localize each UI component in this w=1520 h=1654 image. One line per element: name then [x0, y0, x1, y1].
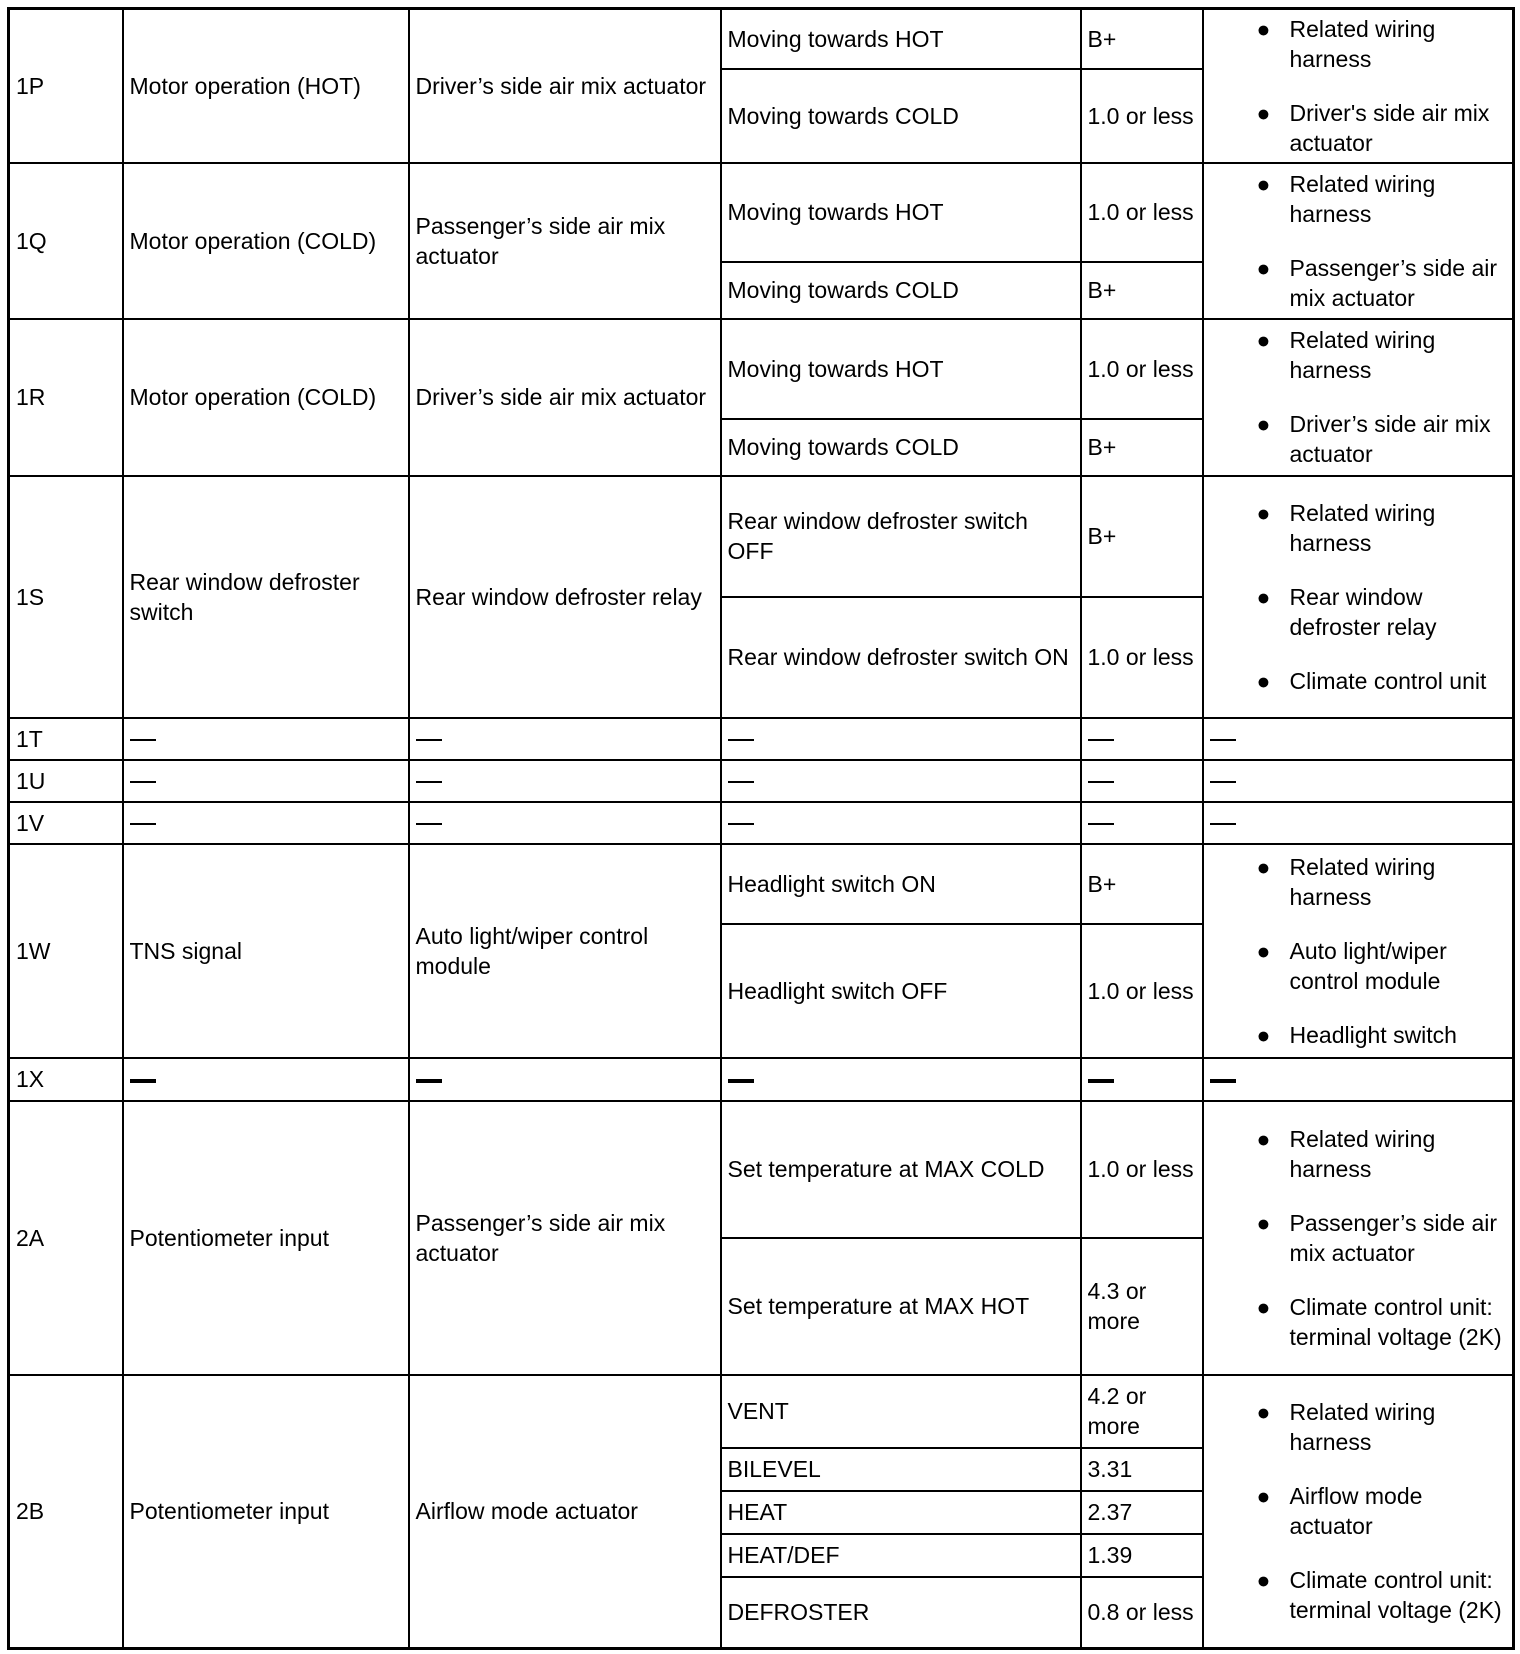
- dash-mark: [728, 1079, 754, 1083]
- table-row: [9, 163, 1514, 262]
- list-item: ● Passenger’s side air mix actuator: [1210, 253, 1507, 313]
- dash-mark: [728, 823, 754, 825]
- bullet-icon: ●: [1256, 1483, 1271, 1510]
- bullet-icon: ●: [1256, 853, 1271, 880]
- empty-cell: [409, 718, 721, 760]
- check-item-cell: [1203, 9, 1514, 163]
- list-item: ● Related wiring harness: [1210, 1397, 1507, 1457]
- check-item-cell: [1203, 844, 1514, 1058]
- terminal-cell: 1Q: [9, 163, 123, 319]
- list-item: ● Driver’s side air mix actuator: [1210, 409, 1507, 469]
- bullet-icon: ●: [1256, 99, 1271, 126]
- signal-cell: Motor operation (COLD): [123, 319, 409, 476]
- condition-cell: Set temperature at MAX COLD: [721, 1101, 1081, 1238]
- condition-cell: Rear window defroster switch OFF: [721, 476, 1081, 597]
- condition-cell: Rear window defroster switch ON: [721, 597, 1081, 718]
- voltage-cell: B+: [1081, 844, 1203, 924]
- table-row: [9, 802, 1514, 844]
- bullet-icon: ●: [1256, 1567, 1271, 1594]
- check-item-cell: [1203, 1375, 1514, 1649]
- dash-mark: [1088, 781, 1114, 783]
- table-row: [9, 9, 1514, 69]
- empty-cell: [1203, 1058, 1514, 1101]
- empty-cell: [1081, 760, 1203, 802]
- bullet-icon: ●: [1256, 667, 1271, 694]
- voltage-cell: 4.2 or more: [1081, 1375, 1203, 1448]
- list-item: ● Climate control unit: terminal voltage (2K): [1210, 1292, 1507, 1352]
- dash-mark: [416, 823, 442, 825]
- empty-cell: [721, 760, 1081, 802]
- connected-to-cell: Driver’s side air mix actuator: [409, 319, 721, 476]
- connected-to-cell: Driver’s side air mix actuator: [409, 9, 721, 163]
- list-item: ● Rear window defroster relay: [1210, 582, 1507, 642]
- connected-to-cell: Auto light/wiper control module: [409, 844, 721, 1058]
- bullet-icon: ●: [1256, 15, 1271, 42]
- voltage-cell: 2.37: [1081, 1491, 1203, 1534]
- table-row: [9, 1101, 1514, 1238]
- voltage-cell: 1.0 or less: [1081, 163, 1203, 262]
- check-item-cell: [1203, 163, 1514, 319]
- empty-cell: [1081, 1058, 1203, 1101]
- condition-cell: Moving towards HOT: [721, 319, 1081, 419]
- voltage-cell: B+: [1081, 419, 1203, 476]
- empty-cell: [721, 802, 1081, 844]
- dash-mark: [1210, 823, 1236, 825]
- dash-mark: [1088, 739, 1114, 741]
- condition-cell: Moving towards HOT: [721, 163, 1081, 262]
- voltage-cell: 1.0 or less: [1081, 924, 1203, 1058]
- list-item: ● Related wiring harness: [1210, 14, 1507, 74]
- voltage-cell: 3.31: [1081, 1448, 1203, 1491]
- table-row: [9, 760, 1514, 802]
- empty-cell: [123, 760, 409, 802]
- voltage-cell: B+: [1081, 9, 1203, 69]
- list-item: ● Related wiring harness: [1210, 1124, 1507, 1184]
- connected-to-cell: Passenger’s side air mix actuator: [409, 1101, 721, 1375]
- dash-mark: [1210, 739, 1236, 741]
- terminal-cell: 1X: [9, 1058, 123, 1101]
- terminal-cell: 1R: [9, 319, 123, 476]
- list-item: ● Related wiring harness: [1210, 498, 1507, 558]
- voltage-cell: 1.0 or less: [1081, 319, 1203, 419]
- terminal-cell: 2B: [9, 1375, 123, 1649]
- bullet-icon: ●: [1256, 254, 1271, 281]
- table-row: [9, 1375, 1514, 1448]
- signal-cell: TNS signal: [123, 844, 409, 1058]
- condition-cell: BILEVEL: [721, 1448, 1081, 1491]
- condition-cell: Moving towards COLD: [721, 69, 1081, 163]
- empty-cell: [409, 760, 721, 802]
- signal-cell: Motor operation (HOT): [123, 9, 409, 163]
- empty-cell: [409, 1058, 721, 1101]
- terminal-cell: 1T: [9, 718, 123, 760]
- list-item: ● Related wiring harness: [1210, 852, 1507, 912]
- dash-mark: [130, 1079, 156, 1083]
- empty-cell: [123, 802, 409, 844]
- signal-cell: Motor operation (COLD): [123, 163, 409, 319]
- connected-to-cell: Passenger’s side air mix actuator: [409, 163, 721, 319]
- bullet-icon: ●: [1256, 1209, 1271, 1236]
- bullet-icon: ●: [1256, 499, 1271, 526]
- empty-cell: [1203, 718, 1514, 760]
- table-row: [9, 718, 1514, 760]
- condition-cell: DEFROSTER: [721, 1577, 1081, 1649]
- empty-cell: [1081, 802, 1203, 844]
- voltage-cell: 1.39: [1081, 1534, 1203, 1577]
- signal-cell: Rear window defroster switch: [123, 476, 409, 718]
- empty-cell: [721, 718, 1081, 760]
- terminal-cell: 1U: [9, 760, 123, 802]
- condition-cell: Moving towards COLD: [721, 262, 1081, 319]
- dash-mark: [130, 739, 156, 741]
- condition-cell: VENT: [721, 1375, 1081, 1448]
- table-row: [9, 476, 1514, 597]
- bullet-icon: ●: [1256, 583, 1271, 610]
- condition-cell: Moving towards COLD: [721, 419, 1081, 476]
- connected-to-cell: Rear window defroster relay: [409, 476, 721, 718]
- condition-cell: Moving towards HOT: [721, 9, 1081, 69]
- condition-cell: Headlight switch OFF: [721, 924, 1081, 1058]
- condition-cell: Set temperature at MAX HOT: [721, 1238, 1081, 1375]
- bullet-icon: ●: [1256, 411, 1271, 437]
- voltage-cell: B+: [1081, 262, 1203, 319]
- terminal-cell: 1W: [9, 844, 123, 1058]
- list-item: ● Driver's side air mix actuator: [1210, 98, 1507, 158]
- empty-cell: [409, 802, 721, 844]
- empty-cell: [1203, 802, 1514, 844]
- signal-cell: Potentiometer input: [123, 1101, 409, 1375]
- table-row: [9, 844, 1514, 924]
- voltage-cell: 0.8 or less: [1081, 1577, 1203, 1649]
- dash-mark: [416, 739, 442, 741]
- dash-mark: [1210, 781, 1236, 783]
- bullet-icon: ●: [1256, 1399, 1271, 1426]
- table-row: [9, 1058, 1514, 1101]
- voltage-cell: 1.0 or less: [1081, 1101, 1203, 1238]
- connected-to-cell: Airflow mode actuator: [409, 1375, 721, 1649]
- signal-cell: Potentiometer input: [123, 1375, 409, 1649]
- empty-cell: [123, 718, 409, 760]
- list-item: ● Related wiring harness: [1210, 169, 1507, 229]
- check-item-cell: [1203, 319, 1514, 476]
- check-item-cell: [1203, 1101, 1514, 1375]
- dash-mark: [1088, 1079, 1114, 1083]
- empty-cell: [123, 1058, 409, 1101]
- terminal-cell: 2A: [9, 1101, 123, 1375]
- voltage-cell: 1.0 or less: [1081, 597, 1203, 718]
- bullet-icon: ●: [1256, 1293, 1271, 1320]
- bullet-icon: ●: [1256, 170, 1271, 197]
- bullet-icon: ●: [1256, 1021, 1271, 1048]
- dash-mark: [1088, 823, 1114, 825]
- terminal-cell: 1V: [9, 802, 123, 844]
- empty-cell: [1203, 760, 1514, 802]
- dash-mark: [416, 781, 442, 783]
- bullet-icon: ●: [1256, 1125, 1271, 1152]
- dash-mark: [1210, 1079, 1236, 1083]
- list-item: ● Climate control unit: [1210, 666, 1507, 696]
- bullet-icon: ●: [1256, 937, 1271, 964]
- dash-mark: [130, 781, 156, 783]
- list-item: ● Airflow mode actuator: [1210, 1481, 1507, 1541]
- empty-cell: [1081, 718, 1203, 760]
- dash-mark: [728, 739, 754, 741]
- list-item: ● Headlight switch: [1210, 1020, 1507, 1050]
- condition-cell: HEAT/DEF: [721, 1534, 1081, 1577]
- list-item: ● Climate control unit: terminal voltage (2K): [1210, 1565, 1507, 1625]
- list-item: ● Auto light/wiper control module: [1210, 936, 1507, 996]
- condition-cell: HEAT: [721, 1491, 1081, 1534]
- dash-mark: [130, 823, 156, 825]
- list-item: ● Passenger’s side air mix actuator: [1210, 1208, 1507, 1268]
- dash-mark: [416, 1079, 442, 1083]
- terminal-cell: 1P: [9, 9, 123, 163]
- table-row: [9, 319, 1514, 419]
- terminal-cell: 1S: [9, 476, 123, 718]
- list-item: ● Related wiring harness: [1210, 325, 1507, 385]
- condition-cell: Headlight switch ON: [721, 844, 1081, 924]
- empty-cell: [721, 1058, 1081, 1101]
- bullet-icon: ●: [1256, 327, 1271, 353]
- dash-mark: [728, 781, 754, 783]
- voltage-cell: 4.3 or more: [1081, 1238, 1203, 1375]
- terminal-voltage-table: [7, 7, 1515, 1650]
- check-item-cell: [1203, 476, 1514, 718]
- voltage-cell: 1.0 or less: [1081, 69, 1203, 163]
- voltage-cell: B+: [1081, 476, 1203, 597]
